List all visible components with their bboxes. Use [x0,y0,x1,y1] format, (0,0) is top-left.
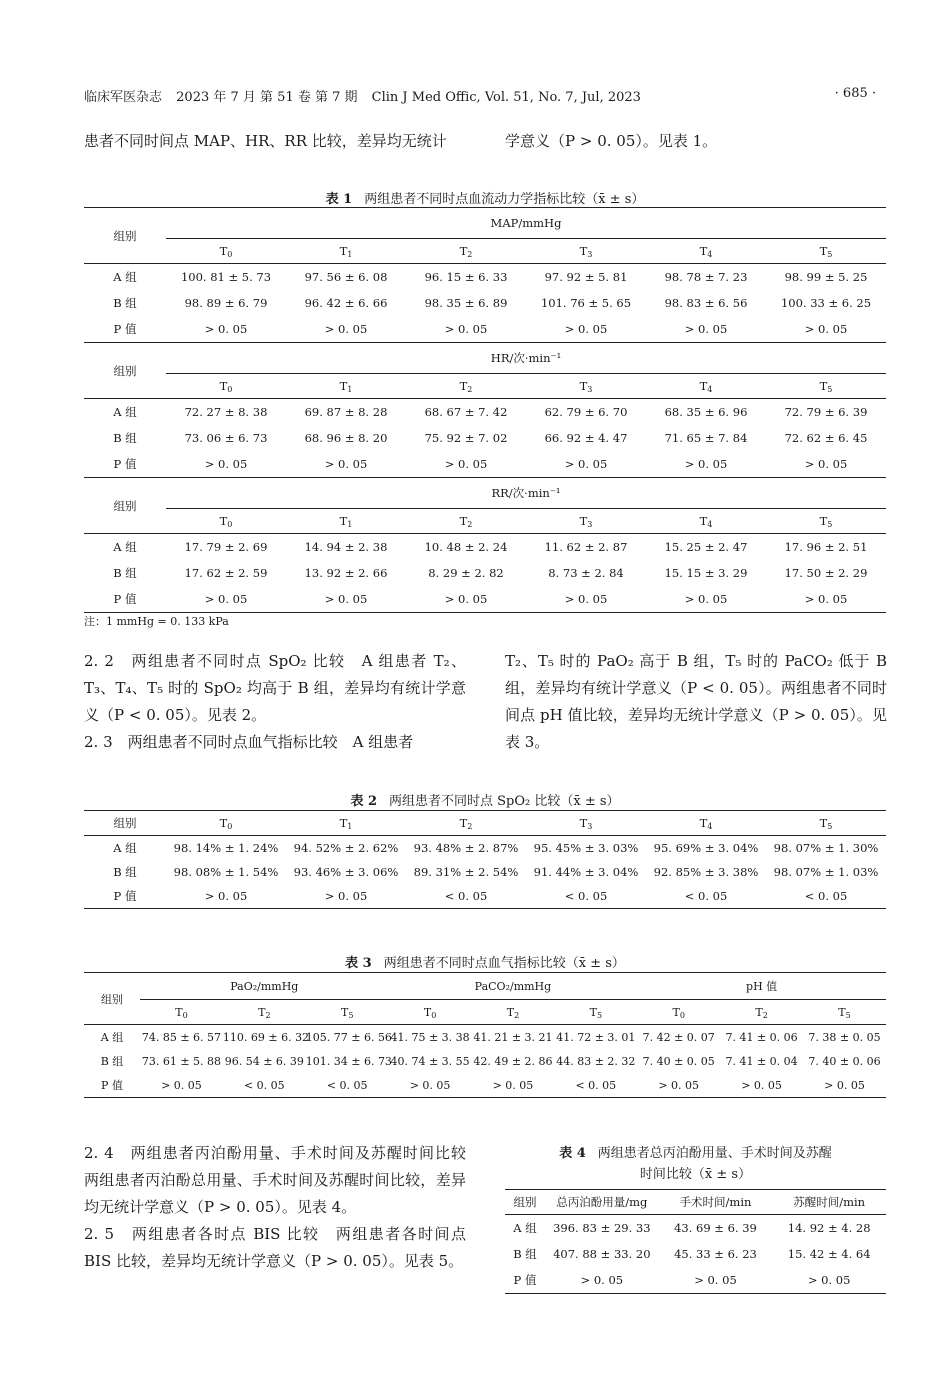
table-cell: 62. 79 ± 6. 70 [526,399,646,426]
timepoint-header: $T_0$ [166,811,286,836]
table-cell: 407. 88 ± 33. 20 [553,1247,651,1261]
section-2-3-column-right [505,648,887,756]
table-cell: 95. 69% ± 3. 04% [653,841,759,855]
timepoint-header: $T_2$ [459,244,473,259]
timepoint-header: $T_2$ [406,811,526,836]
table1-block [84,342,886,477]
table-cell: < 0. 05 [243,1078,285,1092]
timepoint-header: $T_0$ [140,1000,223,1025]
table3 [84,972,886,1098]
table-cell: > 0. 05 [564,322,608,336]
table-cell: 98. 14% ± 1. 24% [173,841,279,855]
table-cell: < 0. 05 [575,1078,617,1092]
timepoint-header: $T_2$ [223,1000,306,1025]
timepoint-header: $T_2$ [472,1000,555,1025]
table-cell: 17. 96 ± 2. 51 [766,534,886,561]
table-cell: 42. 49 ± 2. 86 [473,1054,553,1068]
table-cell: 73. 06 ± 6. 73 [184,431,268,445]
timepoint-header: $T_2$ [459,379,473,394]
table-cell: 89. 31% ± 2. 54% [413,865,519,879]
intro-right-text: 学意义（P > 0. 05）。见表 1。 [505,132,718,150]
timepoint-header: $T_0$ [219,514,233,529]
table-cell: > 0. 05 [444,592,488,606]
table3-caption [84,952,886,971]
table1-caption [84,188,886,207]
timepoint-header: $T_5$ [819,244,833,259]
row-label: A 组 [113,841,137,855]
table-cell: > 0. 05 [161,1078,202,1092]
table-cell: > 0. 05 [684,457,728,471]
table-cell: > 0. 05 [204,592,248,606]
timepoint-header: $T_4$ [699,244,713,259]
table-cell: > 0. 05 [564,592,608,606]
table-cell: 98. 07% ± 1. 03% [773,865,879,879]
table-cell: 72. 79 ± 6. 39 [766,399,886,426]
table-row [84,884,886,909]
column-header: 苏醒时间/min [772,1190,886,1215]
table-cell: 8. 73 ± 2. 84 [548,566,624,580]
table-cell: 11. 62 ± 2. 87 [526,534,646,561]
table-cell: 74. 85 ± 6. 57 [141,1030,222,1044]
table-cell: > 0. 05 [804,457,848,471]
table-row [84,1049,886,1073]
table-cell: 15. 15 ± 3. 29 [664,566,748,580]
row-label: A 组 [84,399,166,426]
timepoint-header: $T_0$ [219,379,233,394]
table-cell: 41. 21 ± 3. 21 [473,1030,553,1044]
table-row [84,860,886,884]
table-cell: 45. 33 ± 6. 23 [674,1247,757,1261]
table3-title: 两组患者不同时点血气指标比较（x̄ ± s） [383,956,625,971]
table-cell: > 0. 05 [684,322,728,336]
table-cell: < 0. 05 [564,889,608,903]
table-cell: 68. 96 ± 8. 20 [304,431,388,445]
section-2-3-paragraph-cont: T₂、T₅ 时的 PaO₂ 高于 B 组，T₅ 时的 PaCO₂ 低于 B 组，差异均有统计学意义（P < 0. 05）。两组患者不同时间点 pH 值比较，差异均无统计学意义（P > 0. 05）。见表 3。 [505,652,887,751]
table-cell: 15. 42 ± 4. 64 [787,1247,871,1261]
table1-label: 表 1 [325,192,353,207]
table-cell: 96. 15 ± 6. 33 [406,264,526,291]
table-cell: 93. 46% ± 3. 06% [293,865,399,879]
table-cell: > 0. 05 [658,1078,700,1092]
table-cell: 13. 92 ± 2. 66 [304,566,388,580]
table-cell: 7. 41 ± 0. 04 [725,1054,798,1068]
table-row [84,399,886,426]
table-cell: 14. 94 ± 2. 38 [286,534,406,561]
section-2-2-paragraph: 2. 2 两组患者不同时点 SpO₂ 比较 A 组患者 T₂、T₃、T₄、T₅ 时的 SpO₂ 均高于 B 组，差异均有统计学意义（P < 0. 05）。见表 2。 [84,652,466,724]
table-cell: 98. 78 ± 7. 23 [646,264,766,291]
table-cell: 7. 38 ± 0. 05 [808,1030,881,1044]
table-row [84,836,886,861]
table-cell: < 0. 05 [444,889,488,903]
table-row [84,1025,886,1050]
table2-caption [84,790,886,809]
table-cell: 101. 34 ± 6. 73 [305,1054,392,1068]
table-cell: < 0. 05 [804,889,848,903]
table1-block [84,477,886,612]
table-cell: > 0. 05 [324,457,368,471]
row-label: P 值 [513,1273,537,1287]
table-cell: > 0. 05 [824,1078,865,1092]
table-cell: 10. 48 ± 2. 24 [406,534,526,561]
header-left [84,86,641,105]
table-cell: 7. 42 ± 0. 07 [642,1030,715,1044]
table-cell: > 0. 05 [204,889,248,903]
timepoint-header: $T_0$ [637,1000,720,1025]
row-label: A 组 [513,1221,537,1235]
table-row [505,1267,886,1294]
row-label: B 组 [113,431,137,445]
table-cell: 96. 54 ± 6. 39 [224,1054,304,1068]
table1-block [84,208,886,342]
column-header: 手术时间/min [659,1190,773,1215]
timepoint-header: $T_2$ [720,1000,803,1025]
timepoint-header: $T_3$ [579,244,593,259]
table-row [84,316,886,342]
table-cell: 396. 83 ± 29. 33 [553,1221,651,1235]
table-row [505,1215,886,1242]
table2 [84,810,886,909]
table-cell: 93. 48% ± 2. 87% [413,841,519,855]
row-label: B 组 [100,1055,124,1068]
section-2-4-paragraph: 2. 4 两组患者丙泊酚用量、手术时间及苏醒时间比较 两组患者丙泊酚总用量、手术时间及苏醒时间比较，差异均无统计学意义（P > 0. 05）。见表 4。 [84,1144,482,1216]
table1-note: 注：1 mmHg = 0. 133 kPa [84,615,229,628]
table-cell: 71. 65 ± 7. 84 [664,431,748,445]
table-cell: 41. 75 ± 3. 38 [390,1030,470,1044]
row-label: A 组 [84,534,166,561]
table-cell: > 0. 05 [204,322,248,336]
row-label: P 值 [101,1079,123,1092]
table-cell: 97. 56 ± 6. 08 [286,264,406,291]
timepoint-header: $T_3$ [579,379,593,394]
timepoint-header: $T_4$ [699,514,713,529]
table-cell: 43. 69 ± 6. 39 [674,1221,757,1235]
table-cell: 98. 89 ± 6. 79 [184,296,268,310]
issue-date: 2023 年 7 月 第 51 卷 第 7 期 [176,90,358,105]
table-cell: 14. 92 ± 4. 28 [787,1221,871,1235]
table-cell: 41. 72 ± 3. 01 [556,1030,636,1044]
row-label: A 组 [84,264,166,291]
table-cell: 96. 42 ± 6. 66 [304,296,388,310]
table-cell: 98. 99 ± 5. 25 [766,264,886,291]
block-title: pH 值 [637,973,886,1000]
table-cell: 40. 74 ± 3. 55 [390,1054,470,1068]
column-header: 组别 [505,1190,545,1215]
table-cell: 7. 40 ± 0. 06 [808,1054,881,1068]
table-cell: 98. 08% ± 1. 54% [173,865,279,879]
table2-label: 表 2 [350,794,378,809]
table2-title: 两组患者不同时点 SpO₂ 比较（x̄ ± s） [389,794,620,809]
timepoint-header: $T_2$ [459,514,473,529]
table3-label: 表 3 [345,956,372,971]
table-cell: > 0. 05 [409,1078,451,1092]
table-cell: 91. 44% ± 3. 04% [533,865,639,879]
table-cell: < 0. 05 [326,1078,368,1092]
row-label: B 组 [113,865,137,879]
timepoint-header: $T_5$ [554,1000,637,1025]
journal-name: 临床军医杂志 [84,90,163,105]
row-label: B 组 [113,296,137,310]
table-cell: 68. 35 ± 6. 96 [646,399,766,426]
table-cell: 92. 85% ± 3. 38% [653,865,759,879]
table-cell: > 0. 05 [444,322,488,336]
group-header: 组别 [113,363,137,378]
table-cell: > 0. 05 [684,592,728,606]
table-cell: 100. 33 ± 6. 25 [780,296,872,310]
table1 [84,207,886,613]
table-cell: 15. 25 ± 2. 47 [646,534,766,561]
timepoint-header: $T_5$ [803,1000,886,1025]
table-row [84,451,886,477]
timepoint-header: $T_1$ [339,244,353,259]
timepoint-header: $T_5$ [819,514,833,529]
timepoint-header: $T_4$ [646,811,766,836]
timepoint-header: $T_3$ [526,811,646,836]
table-cell: 97. 92 ± 5. 81 [526,264,646,291]
row-label: P 值 [113,889,137,903]
table-row [84,290,886,316]
table-cell: > 0. 05 [204,457,248,471]
table1-title: 两组患者不同时点血流动力学指标比较（x̄ ± s） [364,192,645,207]
table-row [505,1241,886,1267]
table-cell: 17. 79 ± 2. 69 [166,534,286,561]
section-2-3-paragraph-start: 2. 3 两组患者不同时点血气指标比较 A 组患者 [84,733,414,751]
timepoint-header: $T_0$ [389,1000,472,1025]
table-cell: > 0. 05 [804,592,848,606]
table-cell: 17. 62 ± 2. 59 [184,566,268,580]
table-cell: 100. 81 ± 5. 73 [166,264,286,291]
table-row [84,425,886,451]
section-2-2-column-left [84,648,466,756]
table-cell: 44. 83 ± 2. 32 [556,1054,636,1068]
timepoint-header: $T_5$ [766,811,886,836]
table4 [505,1189,886,1294]
table-cell: > 0. 05 [694,1273,737,1287]
table-cell: > 0. 05 [444,457,488,471]
table-cell: 73. 61 ± 5. 88 [141,1054,222,1068]
section-2-4-column [84,1140,482,1275]
table-cell: 66. 92 ± 4. 47 [544,431,628,445]
table-cell: > 0. 05 [564,457,608,471]
timepoint-header: $T_3$ [579,514,593,529]
table-cell: > 0. 05 [324,889,368,903]
table-row [84,534,886,561]
table-cell: < 0. 05 [684,889,728,903]
table-cell: > 0. 05 [741,1078,782,1092]
table-row [84,586,886,612]
table-cell: 101. 76 ± 5. 65 [540,296,632,310]
table-cell: 8. 29 ± 2. 82 [428,566,504,580]
row-label: P 值 [113,457,137,471]
table-cell: > 0. 05 [580,1273,624,1287]
row-label: P 值 [113,592,137,606]
timepoint-header: $T_5$ [306,1000,389,1025]
row-label: A 组 [100,1031,124,1044]
table-cell: 72. 62 ± 6. 45 [784,431,868,445]
table-cell: > 0. 05 [807,1273,851,1287]
table4-label: 表 4 [559,1146,586,1161]
table-cell: 94. 52% ± 2. 62% [293,841,399,855]
table-cell: 72. 27 ± 8. 38 [166,399,286,426]
group-header: 组别 [84,811,166,836]
table4-title-line2: 时间比较（x̄ ± s） [639,1167,752,1182]
timepoint-header: $T_1$ [339,379,353,394]
group-header: 组别 [113,228,137,243]
table-cell: > 0. 05 [324,592,368,606]
row-label: P 值 [113,322,137,336]
block-title: RR/次·min⁻¹ [166,478,886,509]
table-cell: 17. 50 ± 2. 29 [784,566,868,580]
group-header: 组别 [84,973,140,1025]
table-cell: 110. 69 ± 6. 32 [222,1030,310,1044]
table4-caption [505,1143,886,1185]
intro-left-text: 患者不同时间点 MAP、HR、RR 比较，差异均无统计 [84,132,447,150]
table-cell: 7. 40 ± 0. 05 [642,1054,715,1068]
table-cell: 75. 92 ± 7. 02 [424,431,508,445]
table-cell: > 0. 05 [804,322,848,336]
table-cell: 98. 83 ± 6. 56 [664,296,748,310]
block-title: MAP/mmHg [166,208,886,239]
table-cell: 69. 87 ± 8. 28 [286,399,406,426]
row-label: B 组 [513,1247,537,1261]
table-cell: 105. 77 ± 6. 56 [305,1030,392,1044]
timepoint-header: $T_4$ [699,379,713,394]
column-header: 总丙泊酚用量/mg [545,1190,659,1215]
timepoint-header: $T_1$ [339,514,353,529]
table-cell: 68. 67 ± 7. 42 [406,399,526,426]
block-title: HR/次·min⁻¹ [166,343,886,374]
section-2-5-paragraph: 2. 5 两组患者各时点 BIS 比较 两组患者各时间点 BIS 比较，差异均无统计学意义（P > 0. 05）。见表 5。 [84,1225,466,1270]
group-header: 组别 [113,498,137,513]
timepoint-header: $T_5$ [819,379,833,394]
table-cell: 7. 41 ± 0. 06 [725,1030,798,1044]
page-number: · 685 · [834,86,876,101]
table-cell: 98. 35 ± 6. 89 [424,296,508,310]
block-title: PaO₂/mmHg [140,973,389,1000]
table-cell: 98. 07% ± 1. 30% [773,841,879,855]
table4-title-line1: 两组患者总丙泊酚用量、手术时间及苏醒 [597,1146,832,1161]
table-cell: > 0. 05 [324,322,368,336]
table-row [84,560,886,586]
timepoint-header: $T_1$ [286,811,406,836]
table-row [84,1073,886,1098]
row-label: B 组 [113,566,137,580]
table-cell: 95. 45% ± 3. 03% [533,841,639,855]
table-row [84,264,886,291]
table-cell: > 0. 05 [492,1078,534,1092]
citation: Clin J Med Offic, Vol. 51, No. 7, Jul, 2023 [371,90,641,105]
timepoint-header: $T_0$ [219,244,233,259]
block-title: PaCO₂/mmHg [389,973,638,1000]
